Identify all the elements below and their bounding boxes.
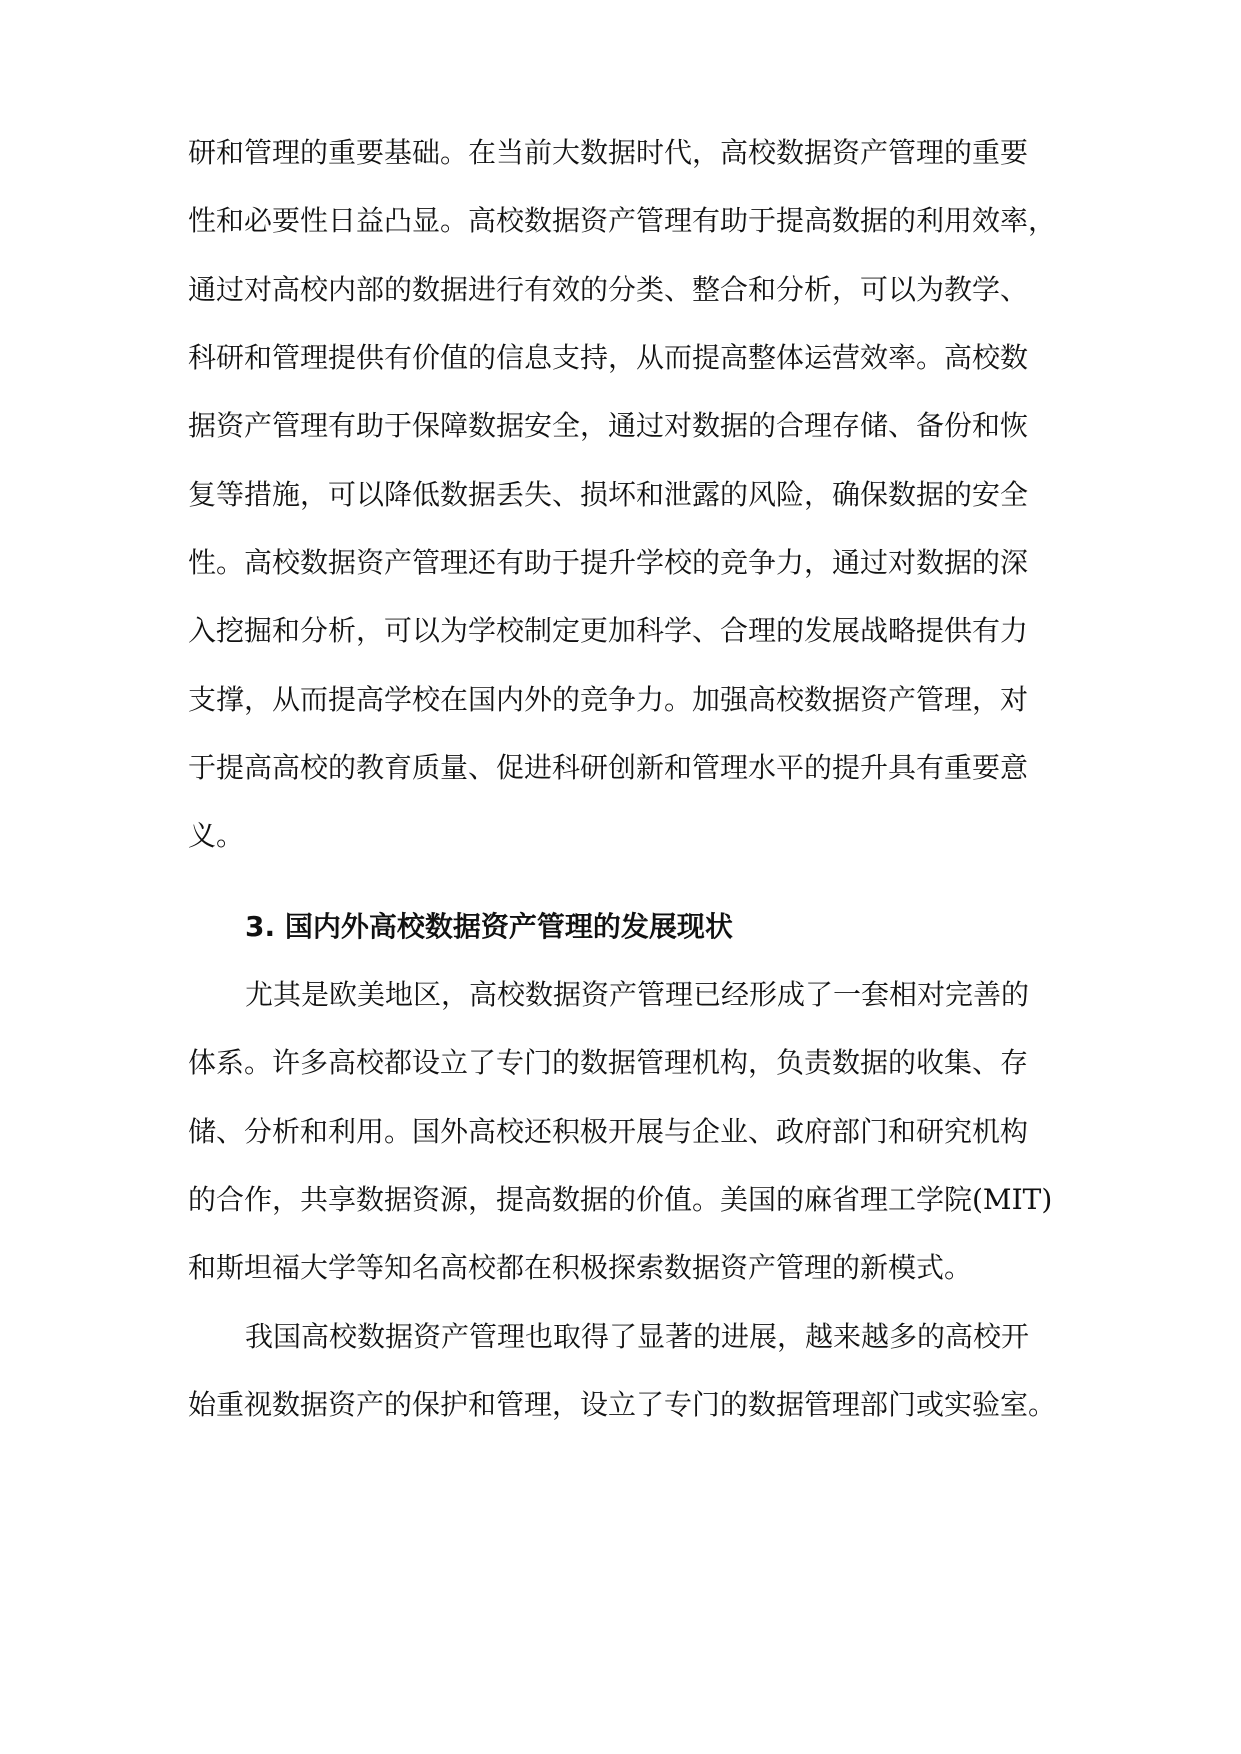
paragraph-line: 支撑，从而提高学校在国内外的竞争力。加强高校数据资产管理，对 xyxy=(188,683,1029,716)
paragraph-line: 据资产管理有助于保障数据安全，通过对数据的合理存储、备份和恢 xyxy=(188,409,1029,442)
section-heading: 3. 国内外高校数据资产管理的发展现状 xyxy=(245,910,733,943)
paragraph-line: 储、分析和利用。国外高校还积极开展与企业、政府部门和研究机构 xyxy=(188,1115,1029,1148)
paragraph-line: 始重视数据资产的保护和管理，设立了专门的数据管理部门或实验室。 xyxy=(188,1388,1057,1421)
paragraph-line: 复等措施，可以降低数据丢失、损坏和泄露的风险，确保数据的安全 xyxy=(188,478,1029,511)
paragraph-line: 性和必要性日益凸显。高校数据资产管理有助于提高数据的利用效率， xyxy=(188,204,1057,237)
paragraph-line: 的合作，共享数据资源，提高数据的价值。美国的麻省理工学院(MIT) xyxy=(188,1183,1053,1216)
paragraph-line: 义。 xyxy=(188,819,245,852)
paragraph-line: 体系。许多高校都设立了专门的数据管理机构，负责数据的收集、存 xyxy=(188,1046,1029,1079)
paragraph-line: 性。高校数据资产管理还有助于提升学校的竞争力，通过对数据的深 xyxy=(188,546,1029,579)
paragraph-line: 研和管理的重要基础。在当前大数据时代，高校数据资产管理的重要 xyxy=(188,136,1029,169)
paragraph-line: 科研和管理提供有价值的信息支持，从而提高整体运营效率。高校数 xyxy=(188,341,1029,374)
paragraph-line: 入挖掘和分析，可以为学校制定更加科学、合理的发展战略提供有力 xyxy=(188,614,1029,647)
paragraph-line: 于提高高校的教育质量、促进科研创新和管理水平的提升具有重要意 xyxy=(188,751,1029,784)
paragraph-line: 尤其是欧美地区，高校数据资产管理已经形成了一套相对完善的 xyxy=(245,978,1030,1011)
paragraph-line: 和斯坦福大学等知名高校都在积极探索数据资产管理的新模式。 xyxy=(188,1251,973,1284)
paragraph-line: 我国高校数据资产管理也取得了显著的进展，越来越多的高校开 xyxy=(245,1320,1030,1353)
paragraph-line: 通过对高校内部的数据进行有效的分类、整合和分析，可以为教学、 xyxy=(188,273,1029,306)
